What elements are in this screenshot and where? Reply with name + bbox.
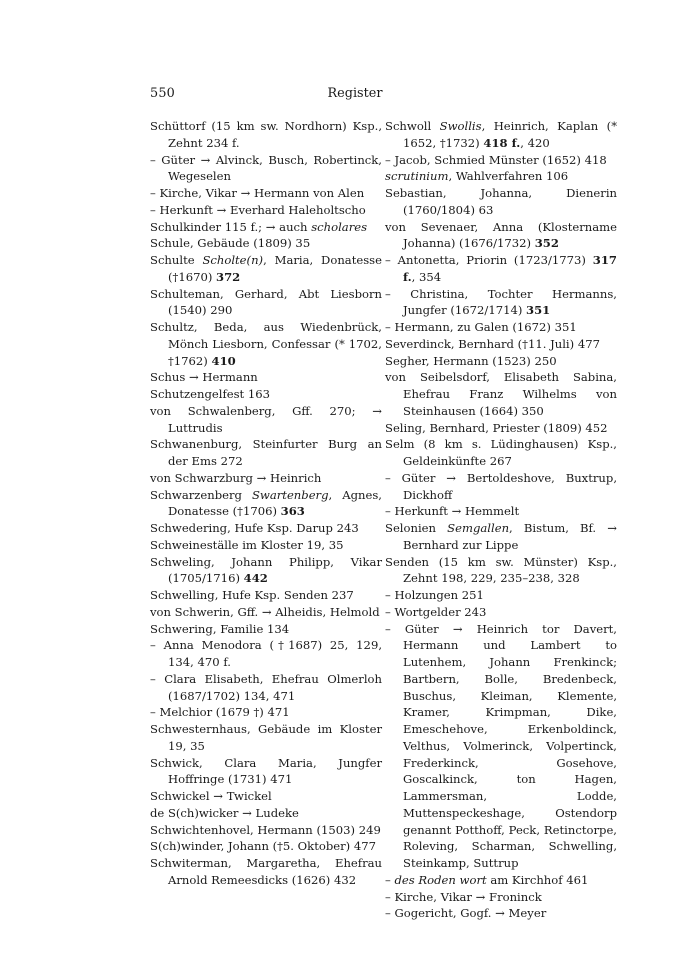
index-entry: Schüttorf (15 km sw. Nordhorn) Ksp., Zehnt 234 f. [150, 119, 382, 150]
index-entry: von Schwalenberg, Gff. 270; → Luttrudis [150, 403, 382, 435]
index-entry: scrutinium, Wahlverfahren 106 [385, 169, 569, 184]
index-entry: – Clara Elisabeth, Ehefrau Olmerloh (1687/1702) 134, 471 [150, 671, 382, 703]
index-column-right [385, 118, 617, 922]
index-entry: – Güter → Alvinck, Busch, Robertinck, Wegeselen [150, 152, 382, 184]
index-entry: von Sevenaer, Anna (Klostername Johanna) (1676/1732) 352 [385, 219, 617, 251]
running-title: Register [327, 86, 383, 101]
index-entry: de S(ch)wicker → Ludeke [150, 805, 299, 820]
index-entry: S(ch)winder, Johann (†5. Oktober) 477 [150, 839, 376, 854]
index-entry: Selm (8 km s. Lüdinghausen) Ksp., Geldeinkünfte 267 [385, 437, 617, 468]
index-entry: von Schwarzburg → Heinrich [150, 470, 322, 485]
index-entry: Schulteman, Gerhard, Abt Liesborn (1540) 290 [150, 286, 382, 318]
index-entry: Schule, Gebäude (1809) 35 [150, 236, 311, 251]
index-entry: Schulkinder 115 f.; → auch scholares [150, 219, 368, 234]
index-entry: Selonien Semgallen, Bistum, Bf. → Bernhard zur Lippe [385, 521, 617, 552]
index-entry: – Gogericht, Gogf. → Meyer [385, 906, 547, 921]
index-entry: Schwesternhaus, Gebäude im Kloster 19, 35 [150, 722, 382, 753]
index-entry: Seling, Bernhard, Priester (1809) 452 [385, 420, 608, 435]
index-entry: – Holzungen 251 [385, 588, 484, 602]
index-entry: – Anna Menodora (†1687) 25, 129, 134, 470 f. [150, 638, 382, 669]
index-entry: Schutzengelfest 163 [150, 387, 271, 401]
index-entry: Schwickel → Twickel [150, 789, 272, 803]
index-entry: – Hermann, zu Galen (1672) 351 [385, 320, 577, 334]
index-entry: Schweling, Johann Philipp, Vikar (1705/1716) 442 [150, 554, 382, 586]
index-entry: – Kirche, Vikar → Froninck [385, 889, 542, 904]
index-entry: Schwedering, Hufe Ksp. Darup 243 [150, 521, 359, 535]
index-entry: Schulte Scholte(n), Maria, Donatesse (†1670) 372 [150, 253, 382, 284]
page-number: 550 [150, 86, 176, 101]
index-entry: – Antonetta, Priorin (1723/1773) 317 f., 354 [385, 253, 617, 284]
index-entry: Schwoll Swollis, Heinrich, Kaplan (* 1652, †1732) 418 f., 420 [385, 119, 617, 150]
index-entry: Schwelling, Hufe Ksp. Senden 237 [150, 588, 354, 602]
index-entry: Schwarzenberg Swartenberg, Agnes, Donatesse (†1706) 363 [150, 487, 382, 519]
index-entry: – Kirche, Vikar → Hermann von Alen [150, 186, 365, 200]
index-entry: – des Roden wort am Kirchhof 461 [385, 872, 589, 887]
index-entry: Sebastian, Johanna, Dienerin (1760/1804) 63 [385, 186, 617, 217]
page-header [150, 86, 560, 102]
index-entry: – Herkunft → Everhard Haleholtscho [150, 202, 366, 217]
index-entry: Schwichtenhovel, Hermann (1503) 249 [150, 822, 381, 837]
index-entry: Severdinck, Bernhard (†11. Juli) 477 [385, 336, 600, 351]
index-entry: Schwanenburg, Steinfurter Burg an der Ems 272 [150, 437, 382, 468]
index-entry: von Seibelsdorf, Elisabeth Sabina, Ehefrau Franz Wilhelms von Steinhausen (1664) 350 [385, 370, 617, 418]
index-entry: Schwick, Clara Maria, Jungfer Hoffringe (1731) 471 [150, 755, 382, 787]
index-entry: – Güter → Bertoldeshove, Buxtrup, Dickhoff [385, 470, 617, 502]
index-entry: Senden (15 km sw. Münster) Ksp., Zehnt 198, 229, 235–238, 328 [385, 554, 617, 586]
index-entry: – Wortgelder 243 [385, 604, 487, 619]
index-entry: – Jacob, Schmied Münster (1652) 418 [385, 152, 607, 167]
index-entry: Schwiterman, Margaretha, Ehefrau Arnold Remeesdicks (1626) 432 [150, 856, 382, 887]
index-column-left [150, 118, 382, 889]
index-entry: – Güter → Heinrich tor Davert, Hermann und Lambert to Lutenhem, Johann Frenkinck; Bartbern, Bolle, Bredenbeck, Buschus, Kleiman, Klemente, Kramer, Krimpman, Dike, Emeschehove, Erkenboldinck, Velthus, Volmerinck, Volpertinck, Frederkinck, Gosehove, Goscalkinck, ton Hagen, Lammersman, Lodde, Muttenspeckeshage, Ostendorp genannt Potthoff, Peck, Retinctorpe, Roleving, Scharman, Schwelling, Steinkamp, Suttrup [385, 621, 617, 870]
index-entry: – Christina, Tochter Hermanns, Jungfer (1672/1714) 351 [385, 286, 617, 318]
index-entry: Schwering, Familie 134 [150, 621, 290, 636]
index-entry: Schweineställe im Kloster 19, 35 [150, 537, 344, 552]
index-entry: – Herkunft → Hemmelt [385, 504, 520, 519]
index-entry: Schultz, Beda, aus Wiedenbrück, Mönch Liesborn, Confessar (* 1702, †1762) 410 [150, 320, 382, 368]
index-entry: Segher, Hermann (1523) 250 [385, 353, 557, 368]
index-entry: von Schwerin, Gff. → Alheidis, Helmold [150, 604, 380, 619]
index-entry: Schus → Hermann [150, 370, 258, 385]
index-entry: – Melchior (1679 †) 471 [150, 705, 290, 720]
